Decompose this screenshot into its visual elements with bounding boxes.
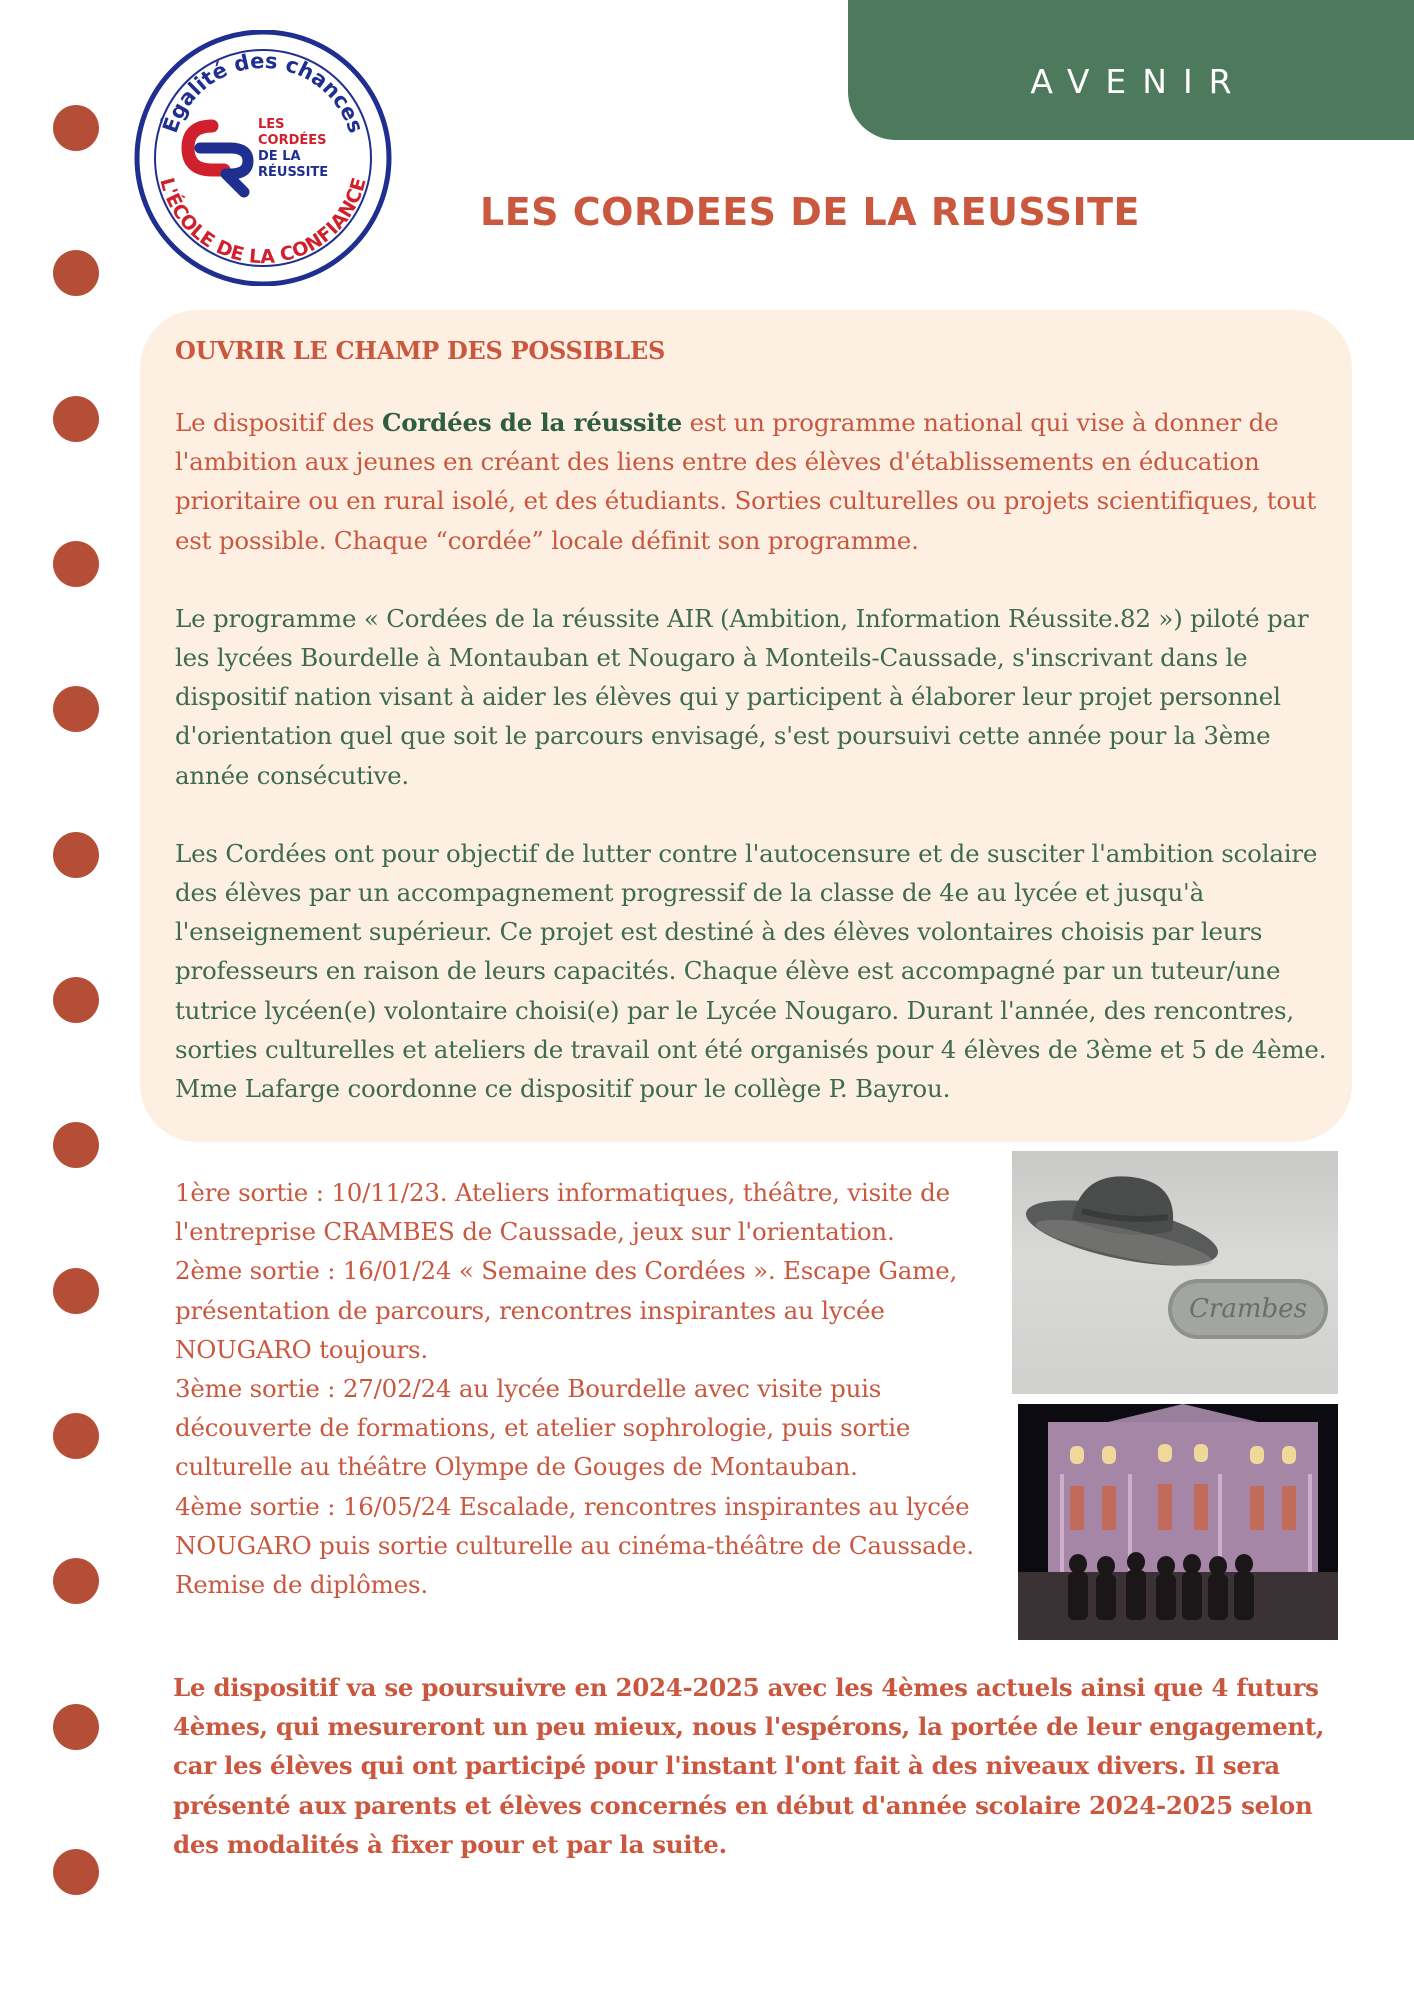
p1-rest: est un programme national qui vise à donner de l'ambition aux jeunes en créant des liens entre des élèves d'établissements en éducation prioritaire ou en rural isolé, et des étudiants. Sorties culturelles ou projets scientifiques, tout est possible. Chaque “cordée” locale définit son programme. <box>175 408 1317 555</box>
crambes-photo <box>1012 1151 1338 1394</box>
sorties-list <box>175 1173 1015 1604</box>
binder-dot <box>53 1558 99 1604</box>
panel-paragraph-1 <box>175 403 1335 560</box>
section-tab-label: AVENIR <box>1030 62 1248 101</box>
crambes-sign-text: Crambes <box>1189 1294 1307 1324</box>
panel-heading: OUVRIR LE CHAMP DES POSSIBLES <box>175 336 666 365</box>
binder-dot <box>53 832 99 878</box>
logo-line-1: LES <box>258 117 285 132</box>
binder-dot <box>53 1413 99 1459</box>
list-item: Remise de diplômes. <box>175 1570 428 1600</box>
p1-highlight: Cordées de la réussite <box>381 408 683 437</box>
logo-line-4: RÉUSSITE <box>258 165 329 180</box>
theatre-group-photo <box>1018 1404 1338 1640</box>
binder-dot <box>53 1122 99 1168</box>
binder-dot <box>53 977 99 1023</box>
logo-line-2: CORDÉES <box>258 133 327 148</box>
binder-dot <box>53 541 99 587</box>
binder-dot <box>53 105 99 151</box>
logo-line-3: DE LA <box>258 149 301 164</box>
cordees-logo <box>130 30 396 286</box>
binder-dot <box>53 686 99 732</box>
conclusion-text: Le dispositif va se poursuivre en 2024-2025 avec les 4èmes actuels ainsi que 4 futurs 4èmes, qui mesureront un peu mieux, nous l'espérons, la portée de leur engagement, car les élèves qui ont participé pour l'instant l'ont fait à des niveaux divers. Il sera présenté aux parents et élèves concernés en début d'année scolaire 2024-2025 selon des modalités à fixer pour et par la suite. <box>173 1673 1325 1859</box>
list-item: 1ère sortie : 10/11/23. Ateliers informatiques, théâtre, visite de l'entreprise CRAMBES de Caussade, jeux sur l'orientation. <box>175 1178 950 1247</box>
logo-ring-bottom: L'ÉCOLE DE LA CONFIANCE <box>155 175 371 269</box>
binder-dot <box>53 1849 99 1895</box>
list-item: 4ème sortie : 16/05/24 Escalade, rencontres inspirantes au lycée NOUGARO puis sortie culturelle au cinéma-théâtre de Caussade. <box>175 1491 974 1560</box>
p1-lead: Le dispositif des <box>175 408 382 437</box>
binder-dot <box>53 396 99 442</box>
binder-dot <box>53 1704 99 1750</box>
list-item: 2ème sortie : 16/01/24 « Semaine des Cordées ». Escape Game, présentation de parcours, rencontres inspirantes au lycée NOUGARO toujours. <box>175 1256 958 1364</box>
list-item: 3ème sortie : 27/02/24 au lycée Bourdelle avec visite puis découverte de formations, et atelier sophrologie, puis sortie culturelle au théâtre Olympe de Gouges de Montauban. <box>175 1374 911 1482</box>
panel-paragraph-3: Les Cordées ont pour objectif de lutter contre l'autocensure et de susciter l'ambition scolaire des élèves par un accompagnement progressif de la classe de 4e au lycée et jusqu'à l'enseignement supérieur. Ce projet est destiné à des élèves volontaires choisis par leurs professeurs en raison de leurs capacités. Chaque élève est accompagné par un tuteur/une tutrice lycéen(e) volontaire choisi(e) par le Lycée Nougaro. Durant l'année, des rencontres, sorties culturelles et ateliers de travail ont été organisés pour 4 élèves de 3ème et 5 de 4ème. Mme Lafarge coordonne ce dispositif pour le collège P. Bayrou. <box>175 838 1327 1104</box>
binder-dot <box>53 250 99 296</box>
intro-panel <box>140 310 1352 1142</box>
panel-paragraph-2: Le programme « Cordées de la réussite AIR (Ambition, Information Réussite.82 ») piloté par les lycées Bourdelle à Montauban et Nougaro à Monteils-Caussade, s'inscrivant dans le dispositif nation visant à aider les élèves qui y participent à élaborer leur projet personnel d'orientation quel que soit le parcours envisagé, s'est poursuivi cette année pour la 3ème année consécutive. <box>175 603 1309 790</box>
section-tab <box>848 0 1414 140</box>
page-title: LES CORDEES DE LA REUSSITE <box>480 190 1140 234</box>
binder-dot <box>53 1268 99 1314</box>
logo-ring-top: Égalité des chances <box>158 48 368 136</box>
